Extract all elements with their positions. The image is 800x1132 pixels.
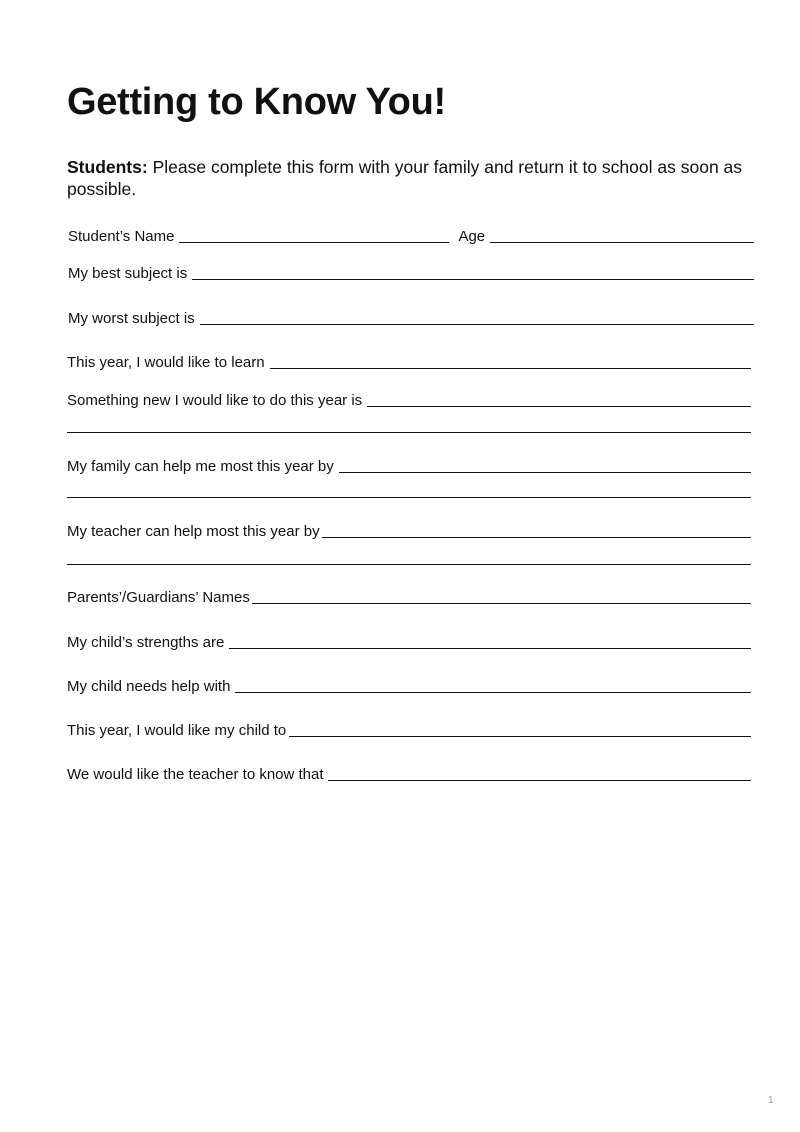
teacher-help-field-continued[interactable] [67,564,751,565]
best-subject-label: My best subject is [68,265,188,282]
teacher-know-row [67,766,751,784]
parents-names-row [67,589,751,607]
worst-subject-field[interactable] [200,324,754,325]
parents-names-label: Parents’/Guardians’ Names [67,589,250,606]
age-field[interactable] [490,242,754,243]
child-goal-field[interactable] [289,736,751,737]
instructions-text: Please complete this form with your family and return it to school as soon as possible. [67,157,743,199]
teacher-help-field[interactable] [322,537,751,538]
worst-subject-label: My worst subject is [68,310,195,327]
learn-field[interactable] [270,368,751,369]
something-new-label: Something new I would like to do this year is [67,392,363,409]
teacher-know-label: We would like the teacher to know that [67,766,324,783]
age-label: Age [458,228,486,245]
best-subject-row [68,265,754,283]
learn-label: This year, I would like to learn [67,354,265,371]
student-name-label: Student’s Name [68,228,175,245]
child-goal-label: This year, I would like my child to [67,722,287,739]
best-subject-field[interactable] [192,279,754,280]
teacher-help-label: My teacher can help most this year by [67,523,320,540]
needs-help-field[interactable] [235,692,751,693]
family-help-field[interactable] [339,472,751,473]
family-help-field-continued[interactable] [67,497,751,498]
instructions [67,156,767,200]
instructions-lead: Students: [67,157,148,177]
family-help-row [67,458,751,476]
something-new-row [67,392,751,410]
strengths-label: My child’s strengths are [67,634,225,651]
something-new-field[interactable] [367,406,751,407]
teacher-help-row [67,523,751,541]
worst-subject-row [68,310,754,328]
student-name-row [68,228,754,246]
strengths-field[interactable] [229,648,751,649]
parents-names-field[interactable] [252,603,751,604]
page-title: Getting to Know You! [67,81,446,123]
needs-help-row [67,678,751,696]
family-help-label: My family can help me most this year by [67,458,334,475]
needs-help-label: My child needs help with [67,678,231,695]
something-new-field-continued[interactable] [67,432,751,433]
teacher-know-field[interactable] [328,780,751,781]
page-number: 1 [768,1095,774,1106]
student-name-field[interactable] [179,242,449,243]
learn-row [67,354,751,372]
child-goal-row [67,722,751,740]
strengths-row [67,634,751,652]
